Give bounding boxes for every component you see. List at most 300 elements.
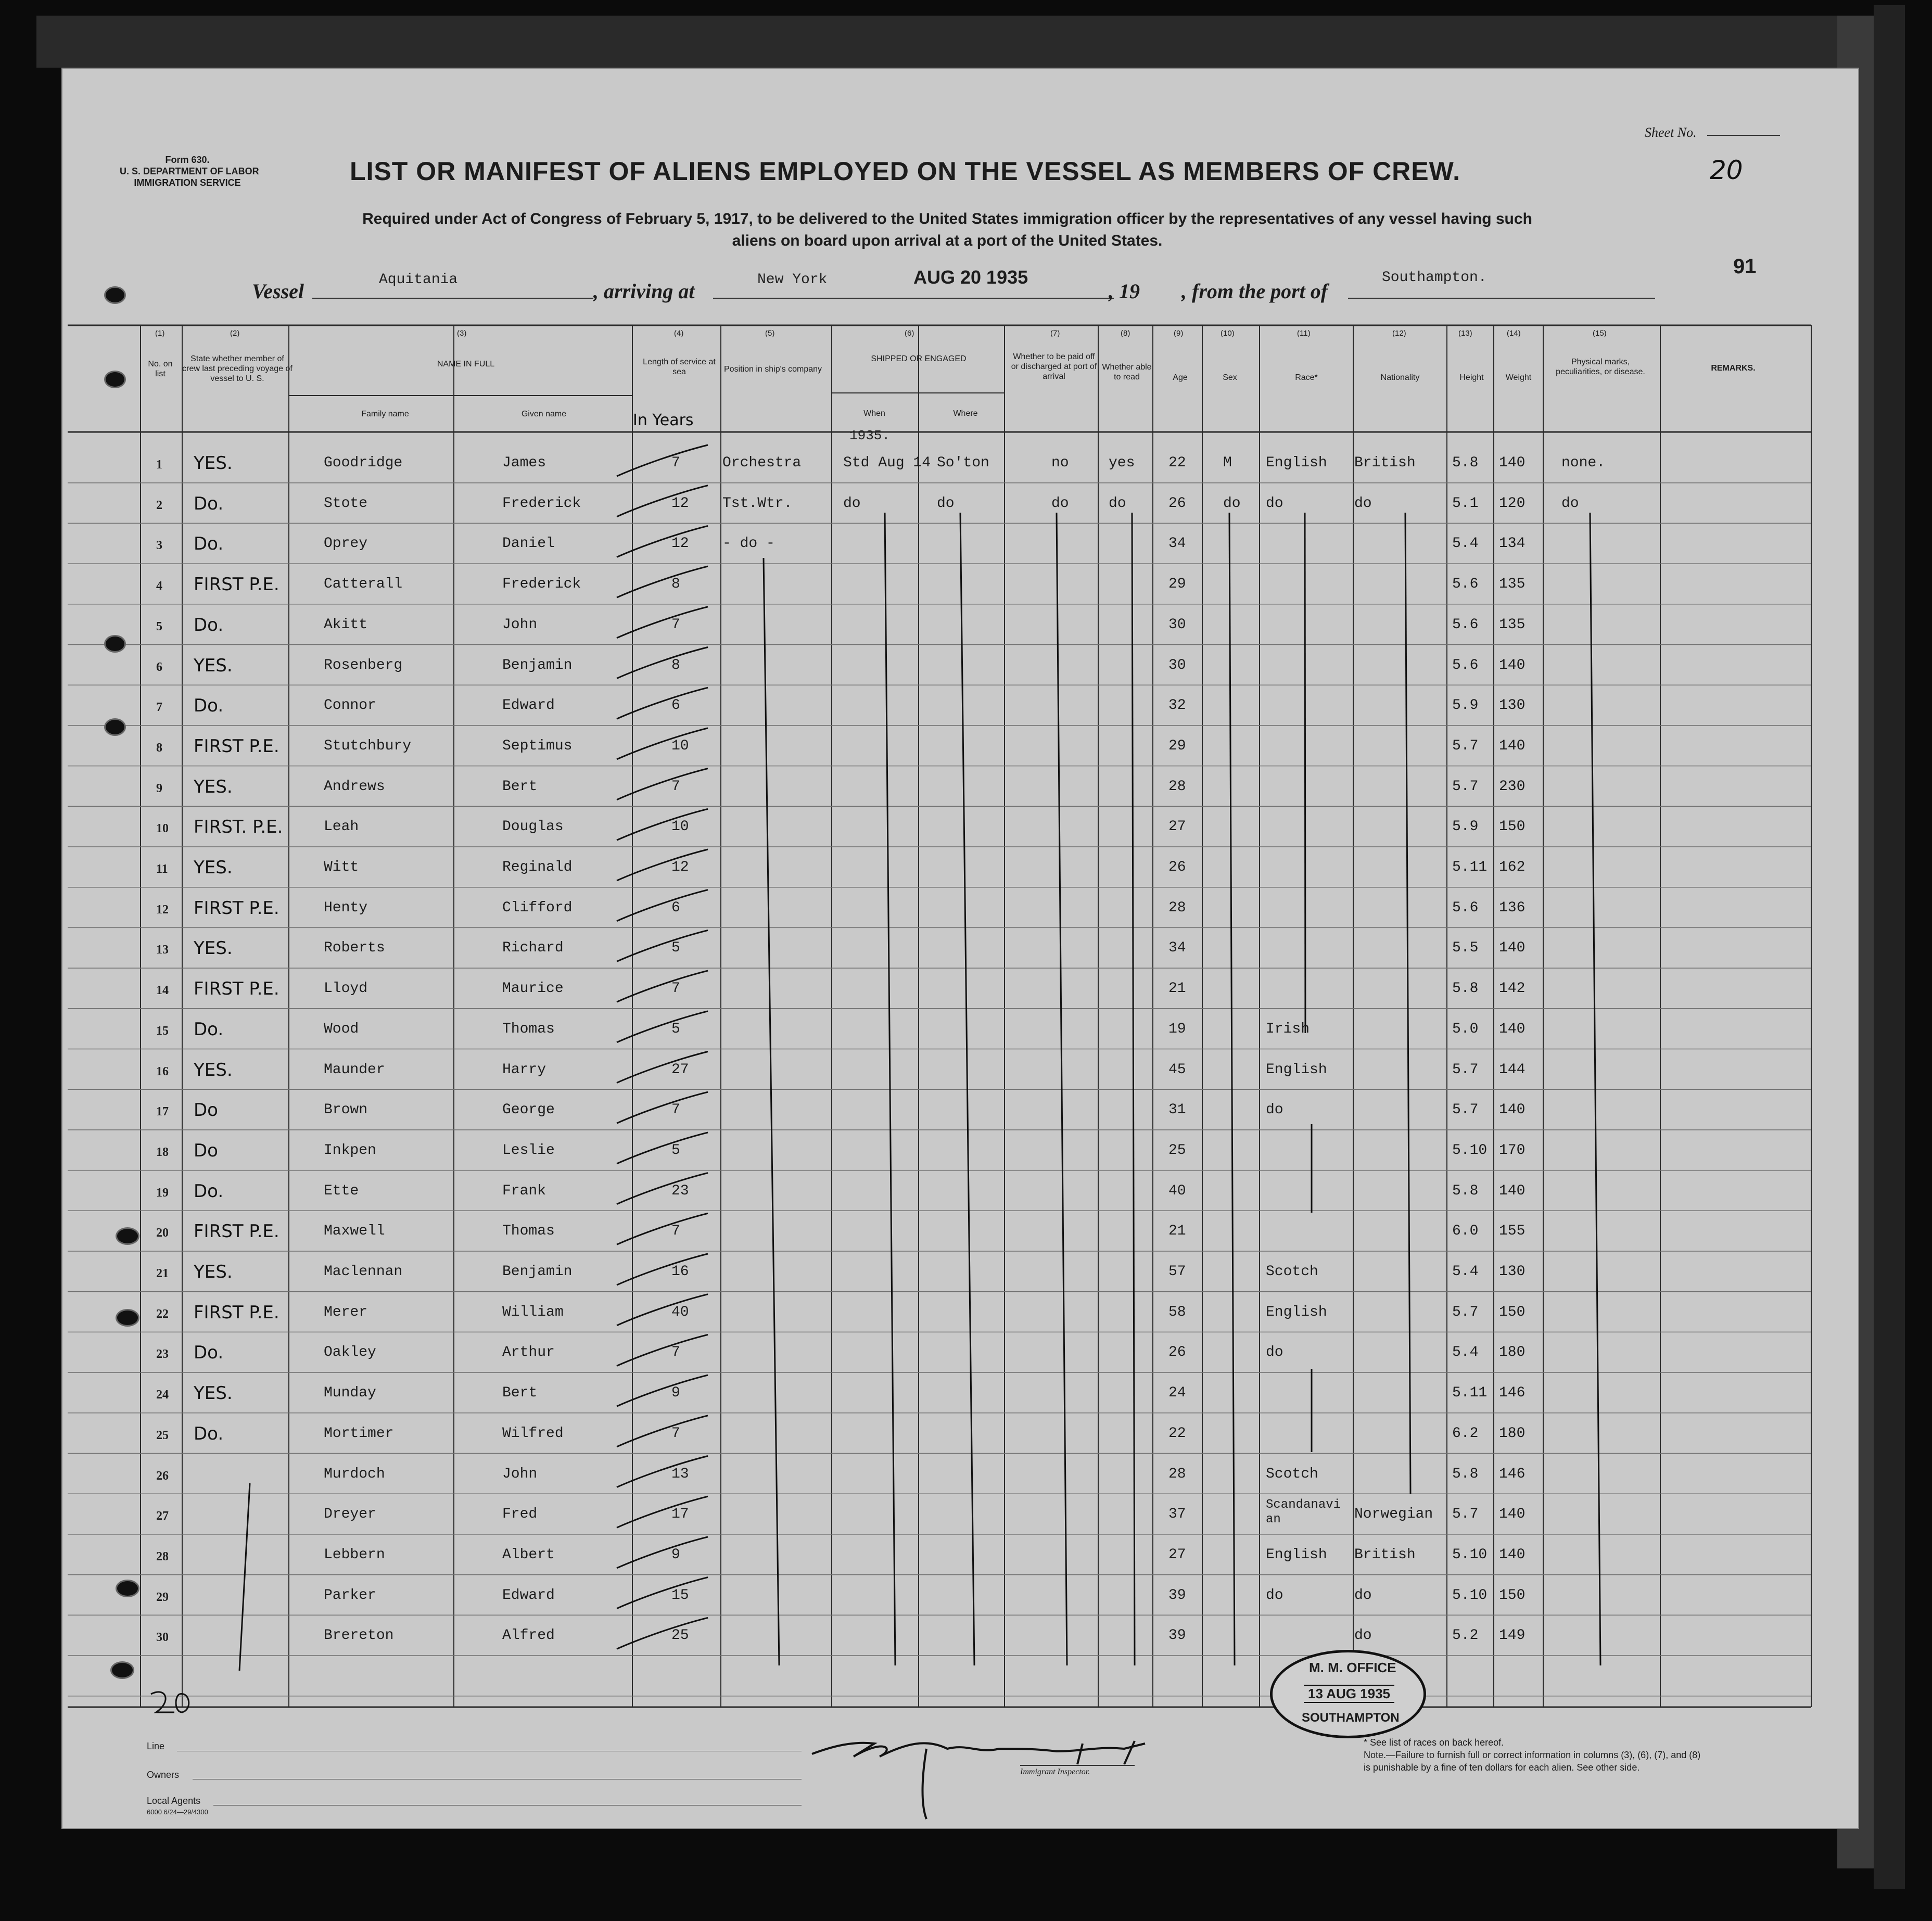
service-check-mark [617, 1133, 708, 1164]
inspector-signature [812, 1741, 1145, 1819]
weight: 146 [1499, 1466, 1526, 1482]
given-name: Wilfred [502, 1425, 564, 1442]
paid-off: no [1051, 455, 1069, 471]
service-length: 9 [671, 1385, 680, 1402]
given-name: Clifford [502, 899, 573, 916]
race: do [1266, 1344, 1283, 1361]
service-check-mark [617, 486, 708, 517]
given-name: Reginald [502, 859, 573, 875]
row-number: 11 [156, 862, 168, 876]
service-length: 7 [671, 1344, 680, 1361]
family-name: Munday [324, 1385, 376, 1402]
row-number: 6 [156, 660, 162, 674]
height: 5.7 [1452, 1061, 1479, 1078]
col7-number: (7) [1050, 329, 1060, 338]
last-voyage-status: FIRST P.E. [194, 735, 279, 757]
row-number: 25 [156, 1428, 169, 1442]
col1-number: (1) [155, 329, 165, 338]
given-name: Thomas [502, 1021, 555, 1037]
age: 24 [1168, 1385, 1186, 1402]
last-voyage-status: YES. [194, 857, 233, 878]
height: 5.7 [1452, 737, 1479, 754]
department-name: U. S. DEPARTMENT OF LABOR [120, 166, 259, 176]
height: 5.8 [1452, 1182, 1479, 1199]
weight: 170 [1499, 1142, 1526, 1159]
races-note: * See list of races on back hereof. [1364, 1737, 1504, 1748]
nationality: British [1354, 455, 1416, 471]
given-name-header: Given name [521, 410, 567, 418]
service-check-mark [617, 1416, 708, 1447]
nationality: do [1354, 495, 1372, 512]
col6-number: (6) [905, 329, 914, 338]
given-name: Bert [502, 1385, 538, 1402]
race: do [1266, 1102, 1283, 1118]
service-check-mark [617, 607, 708, 638]
family-name-header: Family name [361, 410, 409, 418]
height: 5.6 [1452, 657, 1479, 673]
col7-header: Whether to be paid off or discharged at port of arrival [1011, 352, 1097, 381]
col15-number: (15) [1593, 329, 1607, 338]
service-check-mark [617, 849, 708, 881]
service-check-mark [617, 1537, 708, 1568]
age: 39 [1168, 1587, 1186, 1604]
service-check-mark [617, 688, 708, 719]
age: 26 [1168, 1344, 1186, 1361]
remarks-header: REMARKS. [1711, 364, 1756, 373]
height: 5.6 [1452, 576, 1479, 593]
weight: 155 [1499, 1223, 1526, 1240]
col3-header: NAME IN FULL [437, 360, 495, 368]
height: 5.7 [1452, 1102, 1479, 1118]
age: 34 [1168, 536, 1186, 552]
age: 21 [1168, 1223, 1186, 1240]
office-stamp [1270, 1650, 1426, 1738]
last-voyage-status: FIRST P.E. [194, 574, 279, 595]
col11-header: Race* [1295, 373, 1318, 382]
last-voyage-status: Do. [194, 1342, 224, 1364]
col6-header: SHIPPED OR ENGAGED [871, 354, 967, 363]
service-length: 7 [671, 1223, 680, 1240]
height: 6.2 [1452, 1425, 1479, 1442]
last-voyage-status: Do [194, 1140, 218, 1161]
penalty-note-2: is punishable by a fine of ten dollars for each alien. See other side. [1364, 1762, 1640, 1773]
race: Scotch [1266, 1466, 1318, 1482]
given-name: Septimus [502, 737, 573, 754]
row-number: 29 [156, 1590, 169, 1604]
manifest-title: LIST OR MANIFEST OF ALIENS EMPLOYED ON THE VESSEL AS MEMBERS OF CREW. [350, 157, 1460, 186]
height: 5.1 [1452, 495, 1479, 512]
service-check-mark [617, 1254, 708, 1285]
race: Irish [1266, 1021, 1310, 1037]
given-name: Benjamin [502, 657, 573, 673]
col14-header: Weight [1505, 373, 1532, 382]
service-length: 7 [671, 778, 680, 795]
last-voyage-status: YES. [194, 1059, 233, 1080]
service-check-mark [617, 1294, 708, 1326]
row-number: 16 [156, 1064, 169, 1078]
given-name: Richard [502, 940, 564, 957]
age: 26 [1168, 859, 1186, 875]
family-name: Merer [324, 1304, 368, 1320]
family-name: Goodridge [324, 455, 403, 471]
row-number: 27 [156, 1509, 169, 1523]
weight: 146 [1499, 1385, 1526, 1402]
service-check-mark [617, 930, 708, 961]
height: 5.2 [1452, 1627, 1479, 1644]
weight: 230 [1499, 778, 1526, 795]
family-name: Oprey [324, 536, 368, 552]
col13-header: Height [1459, 373, 1484, 382]
service-length: 6 [671, 899, 680, 916]
family-name: Maclennan [324, 1264, 403, 1280]
height: 5.8 [1452, 981, 1479, 997]
given-name: Maurice [502, 981, 564, 997]
service-length: 7 [671, 1425, 680, 1442]
col14-number: (14) [1507, 329, 1521, 338]
given-name: Frederick [502, 576, 581, 593]
age: 30 [1168, 657, 1186, 673]
service-length: 12 [671, 859, 689, 875]
family-name: Maunder [324, 1061, 385, 1078]
row-number: 1 [156, 458, 162, 472]
service-length: 7 [671, 1102, 680, 1118]
age: 22 [1168, 455, 1186, 471]
last-voyage-status: Do. [194, 1180, 224, 1202]
family-name: Stutchbury [324, 737, 412, 754]
service-check-mark [617, 1577, 708, 1609]
row-number: 17 [156, 1105, 169, 1119]
service-length: 7 [671, 455, 680, 471]
height: 5.9 [1452, 697, 1479, 714]
weight: 142 [1499, 981, 1526, 997]
punch-hole [116, 1580, 139, 1597]
last-voyage-status: YES. [194, 938, 233, 959]
shipped-year: 1935. [849, 428, 891, 443]
weight: 144 [1499, 1061, 1526, 1078]
row-number: 8 [156, 741, 162, 755]
service-length: 15 [671, 1587, 689, 1604]
sheet-number-value: 20 [1710, 155, 1743, 185]
weight: 130 [1499, 697, 1526, 714]
col9-number: (9) [1174, 329, 1184, 338]
family-name: Akitt [324, 616, 368, 633]
family-name: Witt [324, 859, 359, 875]
arrival-date-stamp: AUG 20 1935 [913, 266, 1028, 288]
row-number: 13 [156, 943, 169, 957]
last-voyage-status: Do. [194, 1423, 224, 1444]
row-number: 2 [156, 498, 162, 512]
service-length: 17 [671, 1506, 689, 1523]
weight: 140 [1499, 737, 1526, 754]
nationality: do [1354, 1627, 1372, 1644]
service-length: 9 [671, 1546, 680, 1563]
col3-number: (3) [457, 329, 467, 338]
last-voyage-status: YES. [194, 776, 233, 797]
sex: do [1223, 495, 1241, 512]
row-number: 22 [156, 1307, 169, 1321]
age: 32 [1168, 697, 1186, 714]
owners-label: Owners [147, 1770, 180, 1780]
age: 30 [1168, 616, 1186, 633]
family-name: Leah [324, 819, 359, 835]
age: 34 [1168, 940, 1186, 957]
row-number: 23 [156, 1347, 169, 1362]
height: 5.4 [1452, 1344, 1479, 1361]
weight: 140 [1499, 1182, 1526, 1199]
given-name: Edward [502, 697, 555, 714]
punch-hole [110, 1661, 134, 1679]
last-voyage-status: FIRST P.E. [194, 1221, 279, 1242]
stamp-date: 13 AUG 1935 [1304, 1685, 1394, 1703]
age: 28 [1168, 899, 1186, 916]
race: English [1266, 1546, 1327, 1563]
row-number: 9 [156, 781, 162, 795]
service-check-mark [617, 526, 708, 557]
row-number: 14 [156, 984, 169, 998]
age: 28 [1168, 778, 1186, 795]
margin-tally-mark [151, 1692, 189, 1712]
family-name: Stote [324, 495, 368, 512]
col1-header: No. on list [148, 360, 173, 378]
stamp-top-text: M. M. OFFICE [1309, 1660, 1396, 1675]
age: 26 [1168, 495, 1186, 512]
service-check-mark [617, 566, 708, 597]
arrival-port: New York [757, 272, 828, 288]
given-name: Frederick [502, 495, 581, 512]
punch-hole [104, 371, 126, 388]
service-length: 12 [671, 536, 689, 552]
col12-header: Nationality [1380, 373, 1420, 382]
given-name: Daniel [502, 536, 555, 552]
weight: 180 [1499, 1425, 1526, 1442]
service-length: 6 [671, 697, 680, 714]
family-name: Dreyer [324, 1506, 376, 1523]
service-check-mark [617, 445, 708, 476]
arriving-label: , arriving at [593, 279, 695, 303]
vessel-name: Aquitania [379, 272, 458, 288]
given-name: Thomas [502, 1223, 555, 1240]
family-name: Connor [324, 697, 376, 714]
row-number: 3 [156, 539, 162, 553]
col10-header: Sex [1223, 373, 1237, 382]
height: 5.10 [1452, 1546, 1488, 1563]
age: 19 [1168, 1021, 1186, 1037]
weight: 140 [1499, 1546, 1526, 1563]
height: 6.0 [1452, 1223, 1479, 1240]
race: English [1266, 1061, 1327, 1078]
service-length: 27 [671, 1061, 689, 1078]
given-name: William [502, 1304, 564, 1320]
shipped-where: So'ton [937, 455, 989, 471]
punch-hole [104, 635, 126, 653]
family-name: Roberts [324, 940, 385, 957]
year-label: , 19 [1109, 279, 1140, 303]
row-number: 4 [156, 579, 162, 593]
weight: 135 [1499, 576, 1526, 593]
subtitle-line-1: Required under Act of Congress of February 5, 1917, to be delivered to the United States immigration officer by the representatives of any vessel having such [362, 210, 1532, 227]
row-number: 30 [156, 1631, 169, 1645]
physical-marks: none. [1561, 455, 1606, 471]
weight: 120 [1499, 495, 1526, 512]
service-length: 5 [671, 940, 680, 957]
service-length: 8 [671, 657, 680, 673]
family-name: Rosenberg [324, 657, 403, 673]
height: 5.4 [1452, 536, 1479, 552]
service-length: 23 [671, 1182, 689, 1199]
weight: 150 [1499, 1304, 1526, 1320]
height: 5.11 [1452, 859, 1488, 875]
given-name: Arthur [502, 1344, 555, 1361]
weight: 150 [1499, 819, 1526, 835]
line-label: Line [147, 1741, 165, 1751]
sex: M [1223, 455, 1232, 471]
last-voyage-status: FIRST P.E. [194, 1302, 279, 1323]
given-name: Bert [502, 778, 538, 795]
inspector-label: Immigrant Inspector. [1020, 1767, 1090, 1776]
age: 27 [1168, 819, 1186, 835]
given-name: Douglas [502, 819, 564, 835]
physical-marks: do [1561, 495, 1579, 512]
weight: 130 [1499, 1264, 1526, 1280]
family-name: Ette [324, 1182, 359, 1199]
shipped-where-header: Where [953, 409, 978, 418]
family-name: Lloyd [324, 981, 368, 997]
age: 22 [1168, 1425, 1186, 1442]
stamp-bottom-text: SOUTHAMPTON [1302, 1711, 1400, 1725]
service-length: 16 [671, 1264, 689, 1280]
shipped-when-header: When [863, 409, 885, 418]
height: 5.7 [1452, 1506, 1479, 1523]
row-number: 7 [156, 701, 162, 715]
family-name: Wood [324, 1021, 359, 1037]
last-voyage-status: FIRST P.E. [194, 897, 279, 919]
nationality: Norwegian [1354, 1506, 1433, 1523]
race: do [1266, 495, 1283, 512]
service-check-mark [617, 1618, 708, 1649]
height: 5.6 [1452, 616, 1479, 633]
col15-header: Physical marks, peculiarities, or disease. [1556, 358, 1645, 376]
sheet-number-label: Sheet No. [1645, 125, 1697, 140]
ship-position: - do - [722, 536, 775, 552]
nationality: British [1354, 1546, 1416, 1563]
col4-number: (4) [674, 329, 684, 338]
service-check-mark [617, 728, 708, 759]
given-name: Leslie [502, 1142, 555, 1159]
col8-header: Whether able to read [1102, 363, 1152, 381]
weight: 140 [1499, 1506, 1526, 1523]
service-length: 5 [671, 1142, 680, 1159]
age: 29 [1168, 737, 1186, 754]
row-number: 5 [156, 619, 162, 633]
col2-number: (2) [230, 329, 240, 338]
weight: 180 [1499, 1344, 1526, 1361]
service-check-mark [617, 971, 708, 1002]
form-number: Form 630. [165, 155, 210, 165]
service-length: 40 [671, 1304, 689, 1320]
from-port-label: , from the port of [1181, 279, 1328, 303]
height: 5.8 [1452, 455, 1479, 471]
col2-header: State whether member of crew last preceding voyage of vessel to U. S. [182, 354, 293, 383]
age: 57 [1168, 1264, 1186, 1280]
age: 45 [1168, 1061, 1186, 1078]
service-check-mark [617, 1375, 708, 1406]
row-number: 12 [156, 902, 169, 917]
family-name: Parker [324, 1587, 376, 1604]
weight: 150 [1499, 1587, 1526, 1604]
height: 5.5 [1452, 940, 1479, 957]
weight: 140 [1499, 455, 1526, 471]
last-voyage-status: Do. [194, 1019, 224, 1040]
family-name: Lebbern [324, 1546, 385, 1563]
race: Scotch [1266, 1264, 1318, 1280]
age: 58 [1168, 1304, 1186, 1320]
family-name: Maxwell [324, 1223, 385, 1240]
service-length: 7 [671, 616, 680, 633]
local-agents-label: Local Agents [147, 1796, 201, 1806]
race: English [1266, 1304, 1327, 1320]
height: 5.6 [1452, 899, 1479, 916]
race: do [1266, 1587, 1283, 1604]
service-check-mark [617, 1173, 708, 1204]
height: 5.0 [1452, 1021, 1479, 1037]
col5-number: (5) [765, 329, 775, 338]
shipped-when: do [843, 495, 861, 512]
last-voyage-status: FIRST P.E. [194, 978, 279, 1000]
row-number: 21 [156, 1267, 169, 1280]
weight: 162 [1499, 859, 1526, 875]
height: 5.4 [1452, 1264, 1479, 1280]
col5-header: Position in ship's company [723, 365, 822, 374]
weight: 140 [1499, 1021, 1526, 1037]
given-name: John [502, 1466, 538, 1482]
row-number: 28 [156, 1549, 169, 1563]
service-length: 8 [671, 576, 680, 593]
able-to-read: do [1109, 495, 1126, 512]
nationality: do [1354, 1587, 1372, 1604]
service-check-mark [617, 1052, 708, 1083]
paid-off: do [1051, 495, 1069, 512]
service-check-mark [617, 1092, 708, 1123]
service-check-mark [617, 1456, 708, 1487]
service-check-mark [617, 1334, 708, 1366]
ship-position: Tst.Wtr. [722, 495, 793, 512]
col13-number: (13) [1458, 329, 1472, 338]
service-check-mark [617, 1496, 708, 1528]
row-number: 20 [156, 1226, 169, 1240]
height: 5.9 [1452, 819, 1479, 835]
age: 25 [1168, 1142, 1186, 1159]
last-voyage-status: YES. [194, 655, 233, 676]
age: 21 [1168, 981, 1186, 997]
col9-header: Age [1173, 373, 1188, 382]
given-name: Benjamin [502, 1264, 573, 1280]
race: English [1266, 455, 1327, 471]
family-name: Inkpen [324, 1142, 376, 1159]
punch-hole [104, 718, 126, 736]
service-length: 10 [671, 819, 689, 835]
vessel-label: Vessel [252, 279, 304, 303]
weight: 136 [1499, 899, 1526, 916]
family-name: Henty [324, 899, 368, 916]
family-name: Brown [324, 1102, 368, 1118]
age: 28 [1168, 1466, 1186, 1482]
service-check-mark [617, 647, 708, 679]
weight: 140 [1499, 657, 1526, 673]
row-number: 18 [156, 1145, 169, 1159]
print-code: 6000 6/24—29/4300 [147, 1808, 208, 1816]
height: 5.7 [1452, 1304, 1479, 1320]
last-voyage-status: Do. [194, 695, 224, 717]
